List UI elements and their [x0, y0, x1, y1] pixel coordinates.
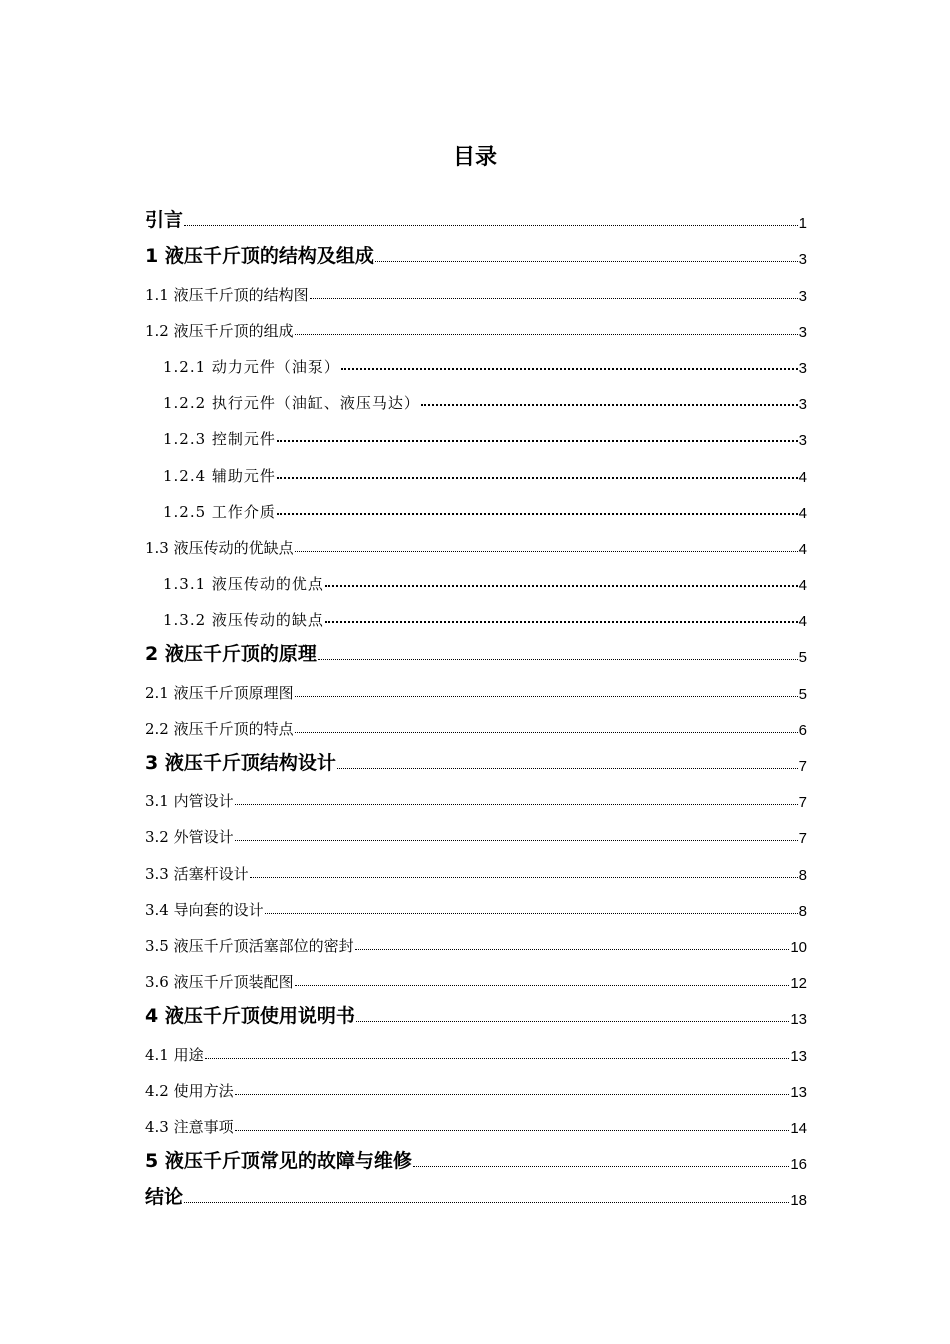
toc-entry-label: 3.3 活塞杆设计 [145, 864, 249, 883]
toc-entry-label: 1.2 液压千斤顶的组成 [145, 321, 294, 340]
toc-page-number: 4 [798, 468, 807, 486]
toc-entry[interactable] [145, 486, 807, 522]
toc-entry-label: 3.5 液压千斤顶活塞部位的密封 [145, 936, 354, 955]
toc-entry[interactable] [145, 956, 807, 992]
dot-leader [235, 1092, 790, 1095]
toc-entry[interactable] [145, 305, 807, 341]
toc-entry-label: 2.2 液压千斤顶的特点 [145, 719, 294, 738]
toc-entry-label: 1.3.1 液压传动的优点 [163, 575, 324, 594]
toc-entry-label: 2.1 液压千斤顶原理图 [145, 683, 294, 702]
toc-entry[interactable] [145, 1065, 807, 1101]
toc-entry-label: 3 液压千斤顶结构设计 [145, 752, 336, 774]
toc-entry[interactable] [145, 1028, 807, 1064]
toc-entry-label: 1.3.2 液压传动的缺点 [163, 611, 324, 630]
toc-page-number: 5 [798, 649, 807, 667]
toc-page-number: 13 [790, 1011, 807, 1029]
toc-entry[interactable] [145, 666, 807, 702]
toc-page-number: 8 [798, 866, 807, 884]
dot-leader [235, 838, 798, 841]
toc-entry[interactable] [145, 992, 807, 1028]
toc-entry-label: 4.3 注意事项 [145, 1117, 234, 1136]
dot-leader [356, 1019, 789, 1022]
toc-entry[interactable] [145, 775, 807, 811]
dot-leader [337, 766, 798, 769]
toc-entry-label: 1.2.2 执行元件（油缸、液压马达） [163, 394, 420, 413]
toc-entry[interactable] [145, 847, 807, 883]
dot-leader [325, 583, 798, 587]
toc-entry[interactable] [145, 1173, 807, 1209]
toc-page-number: 13 [790, 1083, 807, 1101]
toc-entry[interactable] [145, 449, 807, 485]
dot-leader [277, 511, 798, 515]
dot-leader [184, 223, 798, 226]
toc-entry-label: 1.1 液压千斤顶的结构图 [145, 285, 309, 304]
toc-entry-label: 1 液压千斤顶的结构及组成 [145, 245, 374, 268]
toc-entry[interactable] [145, 884, 807, 920]
toc-page-number: 6 [798, 721, 807, 739]
dot-leader [235, 1128, 790, 1131]
dot-leader [375, 259, 798, 262]
dot-leader [205, 1056, 790, 1059]
toc-title: 目录 [452, 145, 497, 170]
dot-leader [295, 730, 798, 733]
toc-entry[interactable] [145, 1101, 807, 1137]
toc-entry[interactable] [145, 1137, 807, 1173]
toc-entry-label: 4.1 用途 [145, 1045, 204, 1064]
toc-entry[interactable] [145, 558, 807, 594]
toc-page-number: 13 [790, 1047, 807, 1065]
toc-page-number: 7 [798, 830, 807, 848]
dot-leader [421, 402, 798, 406]
toc-entry-label: 4.2 使用方法 [145, 1081, 234, 1100]
toc-entry[interactable] [145, 413, 807, 449]
toc-entry[interactable] [145, 630, 807, 666]
toc-page-number: 1 [798, 215, 807, 233]
toc-page-number: 14 [790, 1119, 807, 1137]
toc-entry-label: 1.3 液压传动的优缺点 [145, 538, 294, 557]
toc-entry[interactable] [145, 196, 807, 232]
toc-entry[interactable] [145, 377, 807, 413]
toc-entry-label: 3.6 液压千斤顶装配图 [145, 973, 294, 992]
toc-entry[interactable] [145, 268, 807, 304]
toc-page-number: 18 [790, 1192, 807, 1210]
table-of-contents [145, 196, 807, 1209]
toc-page-number: 16 [790, 1156, 807, 1174]
dot-leader [341, 366, 798, 370]
dot-leader [318, 657, 798, 660]
dot-leader [184, 1200, 789, 1203]
toc-entry-label: 1.2.3 控制元件 [163, 430, 276, 449]
toc-page-number: 8 [798, 902, 807, 920]
toc-entry-label: 结论 [145, 1186, 184, 1209]
toc-page-number: 3 [798, 359, 807, 377]
toc-page-number: 4 [798, 504, 807, 522]
dot-leader [277, 438, 798, 442]
dot-leader [277, 475, 798, 479]
toc-page-number: 7 [798, 758, 807, 775]
toc-entry-label: 1.2.5 工作介质 [163, 502, 276, 521]
toc-entry-label: 5 液压千斤顶常见的故障与维修 [145, 1150, 412, 1173]
toc-entry-label: 引言 [145, 209, 184, 232]
toc-page-number: 4 [798, 613, 807, 631]
toc-page-number: 7 [798, 794, 807, 812]
toc-page-number: 3 [798, 323, 807, 341]
toc-entry[interactable] [145, 811, 807, 847]
toc-entry-label: 3.2 外管设计 [145, 828, 234, 847]
toc-page-number: 4 [798, 540, 807, 558]
dot-leader [295, 332, 798, 335]
toc-entry[interactable] [145, 341, 807, 377]
toc-page-number: 3 [798, 251, 807, 269]
toc-page-number: 3 [798, 396, 807, 414]
toc-page-number: 12 [790, 975, 807, 993]
toc-entry-label: 1.2.1 动力元件（油泵） [163, 357, 340, 376]
toc-entry[interactable] [145, 594, 807, 630]
dot-leader [355, 947, 790, 950]
dot-leader [235, 802, 798, 805]
dot-leader [310, 296, 798, 299]
dot-leader [295, 983, 790, 986]
toc-page-number: 5 [798, 685, 807, 703]
dot-leader [250, 875, 798, 878]
dot-leader [413, 1164, 789, 1167]
toc-page-number: 4 [798, 577, 807, 595]
dot-leader [265, 911, 798, 914]
toc-entry[interactable] [145, 920, 807, 956]
toc-entry-label: 1.2.4 辅助元件 [163, 466, 276, 485]
toc-page-number: 10 [790, 938, 807, 956]
toc-entry-label: 3.4 导向套的设计 [145, 900, 264, 919]
dot-leader [295, 694, 798, 697]
dot-leader [295, 549, 798, 552]
toc-page-number: 3 [798, 287, 807, 305]
toc-entry[interactable] [145, 739, 807, 775]
toc-entry-label: 4 液压千斤顶使用说明书 [145, 1005, 355, 1028]
toc-entry[interactable] [145, 232, 807, 268]
toc-entry-label: 2 液压千斤顶的原理 [145, 643, 317, 666]
dot-leader [325, 619, 798, 623]
toc-entry-label: 3.1 内管设计 [145, 792, 234, 811]
toc-page-number: 3 [798, 432, 807, 450]
toc-entry[interactable] [145, 522, 807, 558]
toc-entry[interactable] [145, 703, 807, 739]
